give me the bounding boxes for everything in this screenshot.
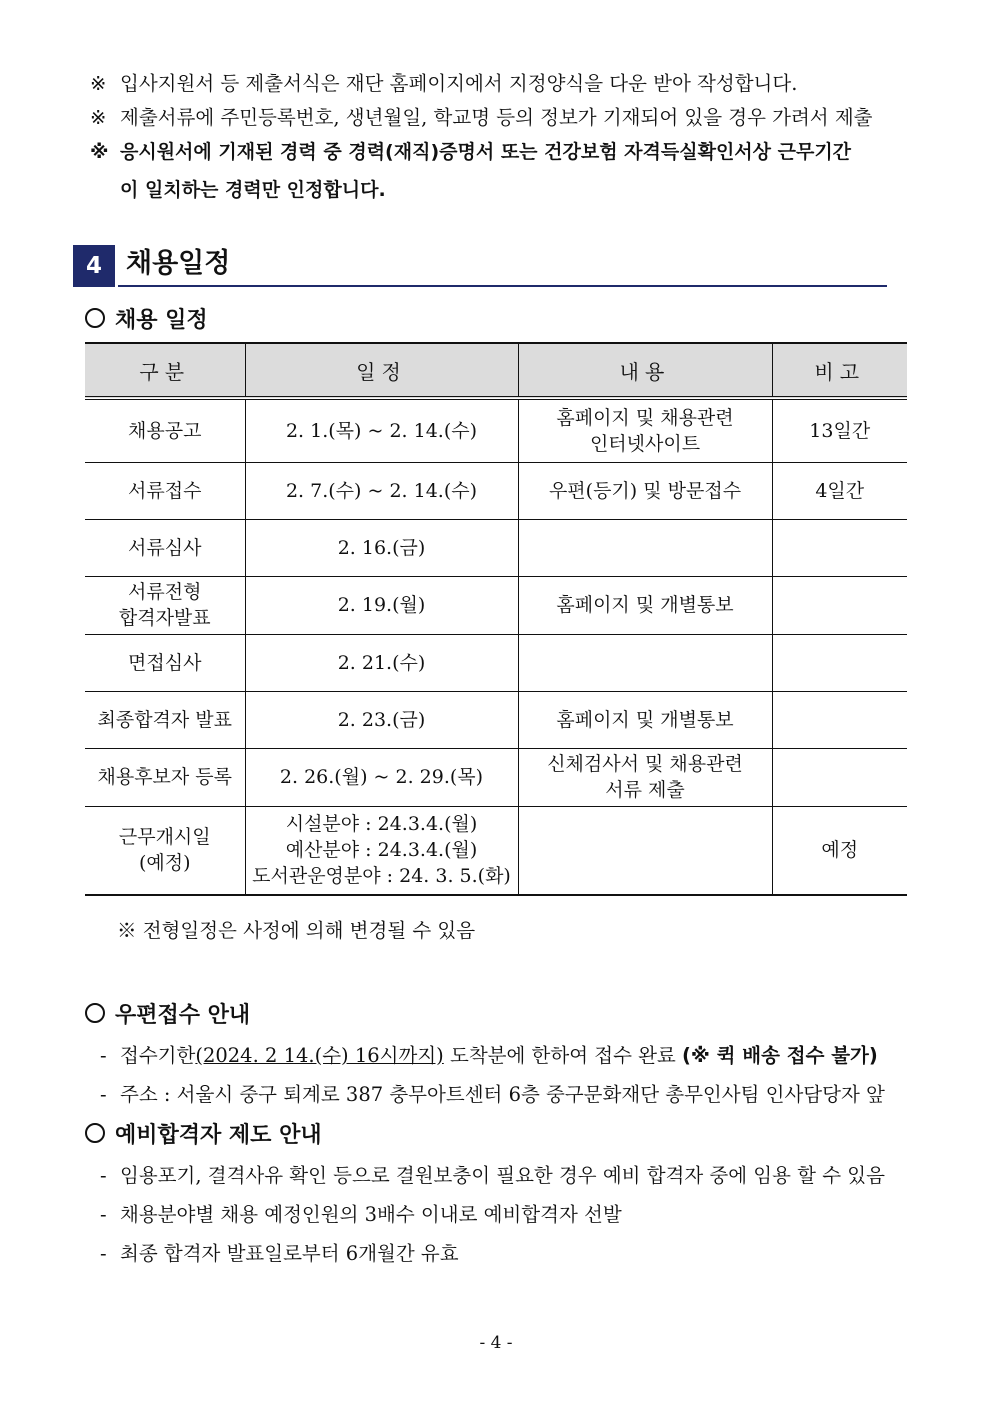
header-category: 구분 (85, 343, 245, 398)
cell-date (245, 462, 518, 519)
cell-line: 합격자발표 (118, 607, 211, 629)
cell-category (85, 806, 245, 895)
cell-date (245, 691, 518, 748)
cell-content (518, 748, 772, 806)
cell-category (85, 634, 245, 691)
cell-content (518, 398, 772, 462)
cell-line: (예정) (138, 852, 191, 875)
cell-line: 우편(등기) 및 방문접수 (548, 479, 742, 502)
cell-line: 2. 19.(월) (337, 594, 426, 616)
cell-date (245, 748, 518, 806)
mail-heading: 우편접수 안내 (85, 998, 250, 1029)
cell-note (772, 634, 907, 691)
mail-deadline: - 접수기한(2024. 2 14.(수) 16시까지) 도착분에 한하여 접수 완료 (※ 퀵 배송 접수 불가) (100, 1044, 878, 1067)
cell-content (518, 576, 772, 634)
cell-line: 서류 제출 (605, 779, 685, 801)
cell-line: 면접심사 (128, 651, 202, 674)
note-3-continuation: 이 일치하는 경력만 인정합니다. (120, 179, 386, 201)
note-1-text: 입사지원서 등 제출서식은 재단 홈페이지에서 지정양식을 다운 받아 작성합니다. (120, 72, 798, 95)
cell-category (85, 462, 245, 519)
section-title: 채용일정 (126, 248, 231, 279)
schedule-heading: 채용 일정 (85, 303, 208, 334)
cell-date (245, 806, 518, 895)
cell-line: 시설분야 : 24.3.4.(월) (285, 813, 478, 836)
schedule-table (85, 342, 907, 896)
cell-line: 도서관운영분야 : 24. 3. 5.(화) (252, 865, 511, 888)
cell-category (85, 748, 245, 806)
cell-line: 채용후보자 등록 (97, 766, 233, 788)
mail-address: - 주소 : 서울시 중구 퇴계로 387 충무아트센터 6층 중구문화재단 총무인사팀 인사담당자 앞 (100, 1083, 885, 1106)
table-row (85, 398, 907, 462)
cell-note: 13일간 (772, 398, 907, 462)
note-3-text: 응시원서에 기재된 경력 중 경력(재직)증명서 또는 건강보험 자격득실확인서상 근무기간 (120, 141, 852, 163)
no-quick-delivery: (※ 퀵 배송 접수 불가) (682, 1044, 878, 1067)
cell-category (85, 576, 245, 634)
cell-line: 서류전형 (128, 581, 202, 603)
cell-line: 2. 26.(월) ~ 2. 29.(목) (279, 766, 484, 788)
cell-line: 2. 23.(금) (337, 708, 426, 731)
cell-date (245, 634, 518, 691)
cell-content (518, 462, 772, 519)
cell-note (772, 691, 907, 748)
cell-line: 홈페이지 및 개별통보 (556, 594, 734, 616)
cell-line: 2. 21.(수) (337, 651, 426, 674)
deadline-text: (2024. 2 14.(수) 16시까지) (195, 1044, 444, 1067)
cell-content (518, 691, 772, 748)
reserve-heading: 예비합격자 제도 안내 (85, 1118, 322, 1149)
cell-content (518, 634, 772, 691)
cell-note: 4일간 (772, 462, 907, 519)
cell-note (772, 748, 907, 806)
reserve-item: - 최종 합격자 발표일로부터 6개월간 유효 (100, 1242, 459, 1265)
circle-bullet-icon (85, 1123, 105, 1143)
table-row (85, 691, 907, 748)
circle-bullet-icon (85, 1003, 105, 1023)
header-content: 내용 (518, 343, 772, 398)
note-3 (90, 141, 851, 163)
cell-category (85, 519, 245, 576)
reference-mark: ※ (90, 141, 109, 163)
cell-line: 인터넷사이트 (589, 432, 701, 455)
cell-line: 2. 1.(목) ~ 2. 14.(수) (285, 419, 478, 442)
table-row (85, 462, 907, 519)
cell-line: 채용공고 (128, 419, 202, 442)
cell-line: 예산분야 : 24.3.4.(월) (285, 839, 478, 862)
reference-mark: ※ (90, 106, 107, 129)
cell-note (772, 519, 907, 576)
note-2 (90, 107, 873, 129)
cell-category (85, 398, 245, 462)
cell-line: 2. 16.(금) (337, 536, 426, 559)
page-number: - 4 - (479, 1333, 513, 1353)
cell-date (245, 398, 518, 462)
cell-line: 홈페이지 및 채용관련 (556, 406, 734, 429)
table-row (85, 576, 907, 634)
reserve-item: - 임용포기, 결격사유 확인 등으로 결원보충이 필요한 경우 예비 합격자 중에 임용 할 수 있음 (100, 1164, 885, 1187)
section-number: 4 (73, 245, 115, 287)
section-underline (118, 285, 887, 287)
cell-line: 최종합격자 발표 (97, 708, 233, 731)
cell-line: 서류심사 (128, 536, 202, 559)
reference-mark: ※ (90, 72, 107, 95)
cell-line: 서류접수 (128, 479, 202, 502)
table-row (85, 634, 907, 691)
cell-note: 예정 (772, 806, 907, 895)
table-header-row (85, 343, 907, 398)
cell-line: 근무개시일 (118, 826, 211, 849)
table-row (85, 806, 907, 895)
table-row (85, 519, 907, 576)
header-date: 일정 (245, 343, 518, 398)
circle-bullet-icon (85, 308, 105, 328)
cell-line: 2. 7.(수) ~ 2. 14.(수) (285, 479, 478, 502)
cell-date (245, 576, 518, 634)
cell-line: 신체검사서 및 채용관련 (547, 753, 743, 775)
note-1 (90, 73, 797, 95)
cell-date (245, 519, 518, 576)
cell-content (518, 519, 772, 576)
cell-note (772, 576, 907, 634)
header-note: 비고 (772, 343, 907, 398)
cell-content (518, 806, 772, 895)
cell-category (85, 691, 245, 748)
note-2-text: 제출서류에 주민등록번호, 생년월일, 학교명 등의 정보가 기재되어 있을 경우 가려서 제출 (120, 106, 873, 129)
table-row (85, 748, 907, 806)
schedule-footnote: ※ 전형일정은 사정에 의해 변경될 수 있음 (117, 919, 476, 942)
reserve-item: - 채용분야별 채용 예정인원의 3배수 이내로 예비합격자 선발 (100, 1203, 622, 1226)
cell-line: 홈페이지 및 개별통보 (556, 708, 734, 731)
